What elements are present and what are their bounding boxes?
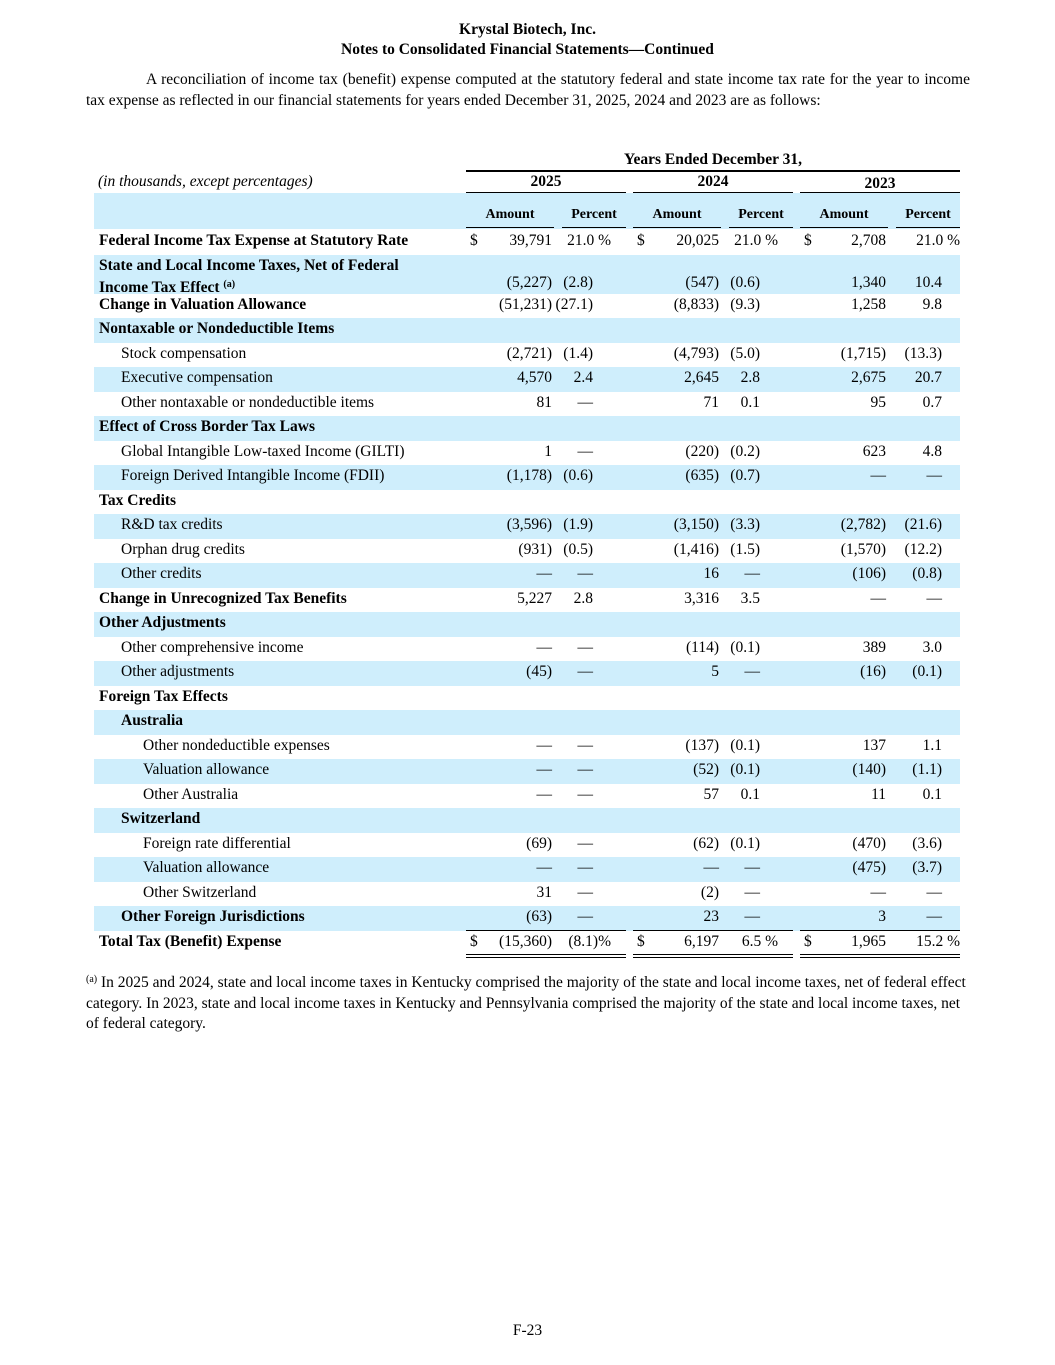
- percent-cell: (0.6): [563, 467, 593, 484]
- amount-cell: 71: [703, 393, 719, 411]
- percent-cell: (0.8): [912, 565, 942, 582]
- percent-cell: (0.1): [730, 834, 760, 852]
- page-number: F-23: [512, 1322, 543, 1339]
- amount-cell: (547): [685, 273, 719, 291]
- percent-cell: (5.0): [730, 344, 760, 362]
- amount-cell: 389: [862, 638, 886, 656]
- percent-cell: 15.2 %: [916, 932, 960, 950]
- table-row: [94, 637, 960, 662]
- percent-cell: (3.6): [912, 834, 942, 852]
- row-label: Nontaxable or Nondeductible Items: [99, 320, 335, 337]
- percent-cell: 2.4: [573, 369, 593, 386]
- table-row: [94, 833, 960, 858]
- amount-cell: —: [870, 589, 886, 607]
- table-row: [94, 784, 960, 809]
- row-label: Other credits: [121, 565, 202, 582]
- table-row: [94, 318, 960, 343]
- amount-cell: 1: [544, 442, 552, 460]
- row-label: Other Australia: [143, 785, 239, 803]
- amount-cell: (45): [526, 663, 552, 680]
- amount-cell: 4,570: [517, 369, 552, 386]
- amount-cell: —: [536, 638, 552, 656]
- amount-cell: (470): [852, 834, 886, 852]
- row-label: Effect of Cross Border Tax Laws: [99, 418, 315, 435]
- percent-cell: (3.3): [730, 516, 760, 533]
- table-row: [94, 514, 960, 539]
- percent-cell: 6.5 %: [741, 932, 778, 950]
- row-label: Valuation allowance: [143, 761, 270, 778]
- row-label: Total Tax (Benefit) Expense: [99, 932, 282, 950]
- amount-cell: —: [536, 736, 552, 754]
- total-double-rule: [633, 957, 793, 958]
- table-row: [94, 882, 960, 907]
- row-label: R&D tax credits: [121, 516, 223, 533]
- amount-cell: 3,316: [684, 589, 719, 607]
- percent-cell: —: [577, 442, 593, 460]
- amount-cell: 3: [878, 908, 886, 925]
- row-label: Orphan drug credits: [121, 540, 245, 558]
- amount-cell: (1,715): [840, 344, 886, 362]
- footnote-marker: (a): [86, 974, 98, 985]
- row-label: Foreign Derived Intangible Income (FDII): [121, 467, 385, 484]
- percent-cell: —: [744, 859, 760, 876]
- amount-cell: (220): [685, 442, 719, 460]
- table-row: [94, 931, 960, 956]
- percent-cell: (21.6): [904, 516, 942, 533]
- percent-cell: (0.7): [730, 467, 760, 484]
- amount-cell: 16: [703, 565, 719, 582]
- percent-cell: —: [577, 908, 593, 925]
- amount-header-2023: Amount: [819, 207, 869, 222]
- amount-cell: 23: [703, 908, 719, 925]
- percent-cell: 20.7: [914, 369, 942, 386]
- row-label: Other Foreign Jurisdictions: [121, 908, 305, 925]
- percent-cell: 0.1: [740, 393, 760, 411]
- amount-cell: —: [870, 883, 886, 901]
- percent-cell: —: [577, 663, 593, 680]
- amount-cell: (140): [852, 761, 886, 778]
- table-row: [94, 710, 960, 735]
- amount-underline-2023: [800, 227, 888, 228]
- percent-cell: —: [577, 736, 593, 754]
- amount-cell: (5,227): [506, 273, 552, 291]
- percent-cell: —: [577, 393, 593, 411]
- total-double-rule: [466, 957, 626, 958]
- row-label: Stock compensation: [121, 344, 247, 362]
- amount-cell: 39,791: [509, 232, 552, 249]
- amount-cell: (114): [686, 638, 719, 656]
- percent-cell: (1.4): [563, 344, 593, 362]
- table-row: [94, 808, 960, 833]
- amount-cell: (475): [852, 859, 886, 876]
- table-row: [94, 759, 960, 784]
- amount-cell: (1,178): [506, 467, 552, 484]
- percent-cell: (0.1): [730, 736, 760, 754]
- table-row: [94, 392, 960, 417]
- amount-cell: (2): [700, 883, 719, 901]
- amount-cell: 623: [862, 442, 886, 460]
- row-label: Other nontaxable or nondeductible items: [121, 393, 375, 411]
- dollar-sign: $: [804, 932, 812, 950]
- intro-paragraph: A reconciliation of income tax (benefit) expense computed at the statutory federal and state income tax rate for the year to income tax expense as reflected in our financial statements for years ended December 31, 2025, 2024 and 2023 are as follows:: [86, 71, 970, 109]
- table-row: [94, 906, 960, 931]
- row-label: Tax Credits: [99, 491, 177, 509]
- subtotal-rule: [633, 930, 793, 931]
- amount-cell: —: [536, 859, 552, 876]
- dollar-sign: $: [470, 932, 478, 950]
- percent-cell: —: [577, 638, 593, 656]
- footnote-ref: (a): [223, 278, 236, 290]
- year-2025-header: 2025: [530, 173, 562, 190]
- row-label: Other comprehensive income: [121, 638, 304, 656]
- amount-cell: 1,258: [851, 295, 886, 313]
- percent-underline-2024: [729, 227, 793, 228]
- row-label: Foreign rate differential: [143, 834, 291, 852]
- table-row: [94, 367, 960, 392]
- row-label: Federal Income Tax Expense at Statutory Rate: [99, 232, 409, 249]
- amount-cell: (931): [518, 540, 552, 558]
- percent-cell: —: [744, 883, 760, 901]
- amount-cell: (4,793): [673, 344, 719, 362]
- percent-cell: 10.4: [914, 273, 942, 291]
- dollar-sign: $: [637, 232, 645, 249]
- percent-cell: (9.3): [730, 295, 760, 313]
- table-row: [94, 735, 960, 760]
- percent-cell: —: [577, 859, 593, 876]
- percent-cell: 21.0 %: [734, 232, 778, 249]
- amount-cell: (15,360): [499, 932, 552, 950]
- amount-underline-2024: [633, 227, 721, 228]
- total-double-rule: [800, 957, 960, 958]
- percent-cell: (0.2): [730, 442, 760, 460]
- table-row: [94, 416, 960, 441]
- percent-cell: —: [926, 589, 942, 607]
- table-row: [94, 588, 960, 613]
- percent-cell: —: [744, 908, 760, 925]
- percent-cell: —: [926, 883, 942, 901]
- amount-cell: 5: [711, 663, 719, 680]
- amount-cell: (62): [693, 834, 719, 852]
- percent-cell: (3.7): [912, 859, 942, 876]
- dollar-sign: $: [470, 232, 478, 249]
- percent-cell: (0.1): [730, 638, 760, 656]
- row-label: Other nondeductible expenses: [143, 736, 330, 754]
- table-row: [94, 563, 960, 588]
- amount-cell: (69): [526, 834, 552, 852]
- percent-header-2025: Percent: [571, 207, 617, 222]
- amount-cell: (2,721): [506, 344, 552, 362]
- percent-cell: (13.3): [904, 344, 942, 362]
- percent-cell: 21.0 %: [567, 232, 611, 249]
- percent-cell: (1.1): [912, 761, 942, 778]
- amount-cell: (8,833): [673, 295, 719, 313]
- percent-cell: —: [744, 663, 760, 680]
- percent-cell: —: [577, 565, 593, 582]
- year-2024-header: 2024: [697, 173, 729, 190]
- percent-cell: 0.7: [922, 393, 942, 411]
- percent-cell: (1.5): [730, 540, 760, 558]
- footnote-text: In 2025 and 2024, state and local income taxes in Kentucky comprised the majority of the state and local income taxes, net of federal effect category. In 2023, state and local income taxes in Kentucky and Pennsylvania comprised the majority of the state and local income taxes, net of federal category.: [86, 974, 966, 1032]
- amount-cell: 31: [536, 883, 552, 901]
- total-double-rule: [633, 954, 793, 955]
- percent-header-2024: Percent: [738, 207, 784, 222]
- page-subtitle: Notes to Consolidated Financial Statements—Continued: [341, 41, 714, 58]
- table-row: [94, 612, 960, 637]
- table-row: [94, 255, 960, 294]
- table-row: [94, 490, 960, 515]
- percent-cell: (0.5): [563, 540, 593, 558]
- amount-cell: (51,231): [499, 295, 552, 313]
- table-row: [94, 294, 960, 319]
- percent-cell: (0.1): [912, 663, 942, 680]
- amount-cell: (137): [685, 736, 719, 754]
- row-label: Change in Valuation Allowance: [99, 295, 307, 313]
- amount-cell: (635): [685, 467, 719, 484]
- percent-cell: —: [577, 785, 593, 803]
- table-row: [94, 857, 960, 882]
- years-ended-title: Years Ended December 31,: [624, 151, 802, 168]
- percent-cell: (0.6): [730, 273, 760, 291]
- amount-cell: (106): [852, 565, 886, 582]
- percent-cell: 4.8: [922, 442, 942, 460]
- row-label: Change in Unrecognized Tax Benefits: [99, 589, 347, 607]
- amount-header-2024: Amount: [652, 207, 702, 222]
- percent-cell: —: [926, 467, 942, 484]
- amount-cell: 5,227: [517, 589, 552, 607]
- amount-cell: (16): [860, 663, 886, 680]
- units-label: (in thousands, except percentages): [98, 173, 313, 190]
- amount-cell: (63): [526, 908, 552, 925]
- table-row: [94, 343, 960, 368]
- percent-cell: (12.2): [904, 540, 942, 558]
- percent-underline-2023: [896, 227, 960, 228]
- amount-cell: 6,197: [684, 932, 719, 950]
- percent-cell: 3.5: [740, 589, 760, 607]
- amount-cell: (2,782): [840, 516, 886, 533]
- amount-cell: 81: [536, 393, 552, 411]
- table-row: [94, 441, 960, 466]
- amount-cell: (52): [693, 761, 719, 778]
- percent-cell: 2.8: [573, 589, 593, 607]
- percent-cell: —: [577, 761, 593, 778]
- percent-cell: 3.0: [922, 638, 942, 656]
- amount-cell: 137: [862, 736, 886, 754]
- row-label: Australia: [121, 712, 183, 729]
- row-label: Other Adjustments: [99, 614, 226, 631]
- subtotal-rule: [800, 930, 960, 931]
- company-name: Krystal Biotech, Inc.: [459, 21, 596, 38]
- percent-cell: (2.8): [563, 273, 593, 291]
- amount-cell: 2,645: [684, 369, 719, 386]
- percent-header-2023: Percent: [905, 207, 951, 222]
- amount-cell: —: [536, 761, 552, 778]
- year-2023-header: 2023: [864, 175, 896, 192]
- row-label: State and Local Income Taxes, Net of Federal Income Tax Effect $^{(a)}$: [99, 256, 399, 296]
- amount-cell: —: [703, 859, 719, 876]
- percent-cell: 0.1: [740, 785, 760, 803]
- table-row: [94, 539, 960, 564]
- percent-cell: (1.9): [563, 516, 593, 533]
- amount-header-2025: Amount: [485, 207, 535, 222]
- amount-cell: 57: [703, 785, 719, 803]
- amount-underline-2025: [466, 227, 554, 228]
- percent-cell: (0.1): [730, 761, 760, 778]
- table-row: [94, 465, 960, 490]
- percent-cell: 9.8: [922, 295, 942, 313]
- total-double-rule: [466, 954, 626, 955]
- amount-cell: —: [870, 467, 886, 484]
- amount-cell: 95: [870, 393, 886, 411]
- dollar-sign: $: [637, 932, 645, 950]
- amount-cell: 1,340: [851, 273, 886, 291]
- row-label: Valuation allowance: [143, 859, 270, 876]
- row-label: Executive compensation: [121, 369, 273, 386]
- amount-cell: —: [536, 785, 552, 803]
- table-row: [94, 230, 960, 255]
- amount-cell: 2,675: [851, 369, 886, 386]
- amount-cell: —: [536, 565, 552, 582]
- row-label: Switzerland: [121, 810, 201, 827]
- percent-cell: (8.1)%: [568, 932, 611, 950]
- percent-cell: 0.1: [922, 785, 942, 803]
- subtotal-rule: [466, 930, 626, 931]
- percent-cell: —: [577, 834, 593, 852]
- percent-cell: 2.8: [740, 369, 760, 386]
- amount-cell: (1,416): [673, 540, 719, 558]
- row-label: Global Intangible Low-taxed Income (GILTI): [121, 442, 405, 460]
- percent-cell: (27.1): [555, 295, 593, 313]
- percent-cell: —: [744, 565, 760, 582]
- total-double-rule: [800, 954, 960, 955]
- footnote: [86, 970, 970, 1035]
- dollar-sign: $: [804, 232, 812, 249]
- percent-cell: 21.0 %: [916, 232, 960, 249]
- table-row: [94, 661, 960, 686]
- amount-cell: (3,596): [506, 516, 552, 533]
- percent-cell: —: [577, 883, 593, 901]
- row-label: Other Switzerland: [143, 883, 257, 901]
- amount-cell: 2,708: [851, 232, 886, 249]
- percent-underline-2025: [562, 227, 626, 228]
- percent-cell: —: [926, 908, 942, 925]
- row-label: Other adjustments: [121, 663, 235, 680]
- amount-cell: 11: [871, 785, 886, 803]
- amount-cell: (1,570): [840, 540, 886, 558]
- amount-cell: 20,025: [676, 232, 719, 249]
- row-label: Foreign Tax Effects: [99, 687, 228, 705]
- amount-cell: 1,965: [851, 932, 886, 950]
- percent-cell: 1.1: [922, 736, 942, 754]
- amount-cell: (3,150): [673, 516, 719, 533]
- table-row: [94, 686, 960, 711]
